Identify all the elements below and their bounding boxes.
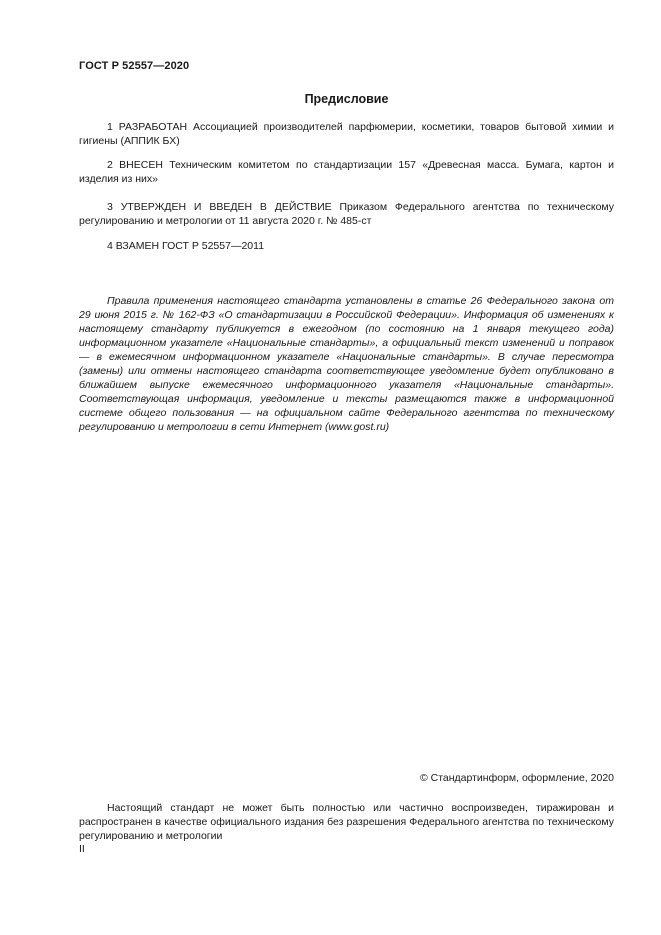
preface-item-developed: 1 РАЗРАБОТАН Ассоциацией производителей парфюмерии, косметики, товаров бытовой химии и гигиены (АППИК БХ) bbox=[79, 121, 614, 147]
page-number: II bbox=[79, 843, 85, 855]
preface-item-approved: 3 УТВЕРЖДЕН И ВВЕДЕН В ДЕЙСТВИЕ Приказом Федерального агентства по техническому регулированию и метрологии от 11 августа 2020 г. № 485-ст bbox=[79, 201, 614, 227]
preface-item-submitted: 2 ВНЕСЕН Техническим комитетом по стандартизации 157 «Древесная масса. Бумага, картон и изделия из них» bbox=[79, 159, 614, 185]
copyright-line: © Стандартинформ, оформление, 2020 bbox=[419, 772, 614, 784]
preface-title: Предисловие bbox=[304, 92, 389, 106]
application-rules-notice: Правила применения настоящего стандарта установлены в статье 26 Федерального закона от 29 июня 2015 г. № 162-ФЗ «О стандартизации в Российской Федерации». Информация об изменениях к настоящему стандарту публикуется в ежегодном (по состоянию на 1 января текущего года) информационном указателе «Национальные стандарты», а официальный текст изменений и поправок — в ежемесячном информационном указателе «Национальные стандарты». В случае пересмотра (замены) или отмены настоящего стандарта соответствующее уведомление будет опубликовано в ближайшем выпуске ежемесячного информационного указателя «Национальные стандарты». Соответствующая информация, уведомление и тексты размещаются также в информационной системе общего пользования — на официальном сайте Федерального агентства по техническому регулированию и метрологии в сети Интернет (www.gost.ru) bbox=[79, 295, 614, 433]
preface-item-replaces: 4 ВЗАМЕН ГОСТ Р 52557—2011 bbox=[107, 240, 265, 252]
document-code: ГОСТ Р 52557—2020 bbox=[79, 60, 190, 72]
reproduction-notice: Настоящий стандарт не может быть полностью или частично воспроизведен, тиражирован и распространен в качестве официального издания без разрешения Федерального агентства по техническому регулированию и метрологии bbox=[79, 802, 614, 842]
